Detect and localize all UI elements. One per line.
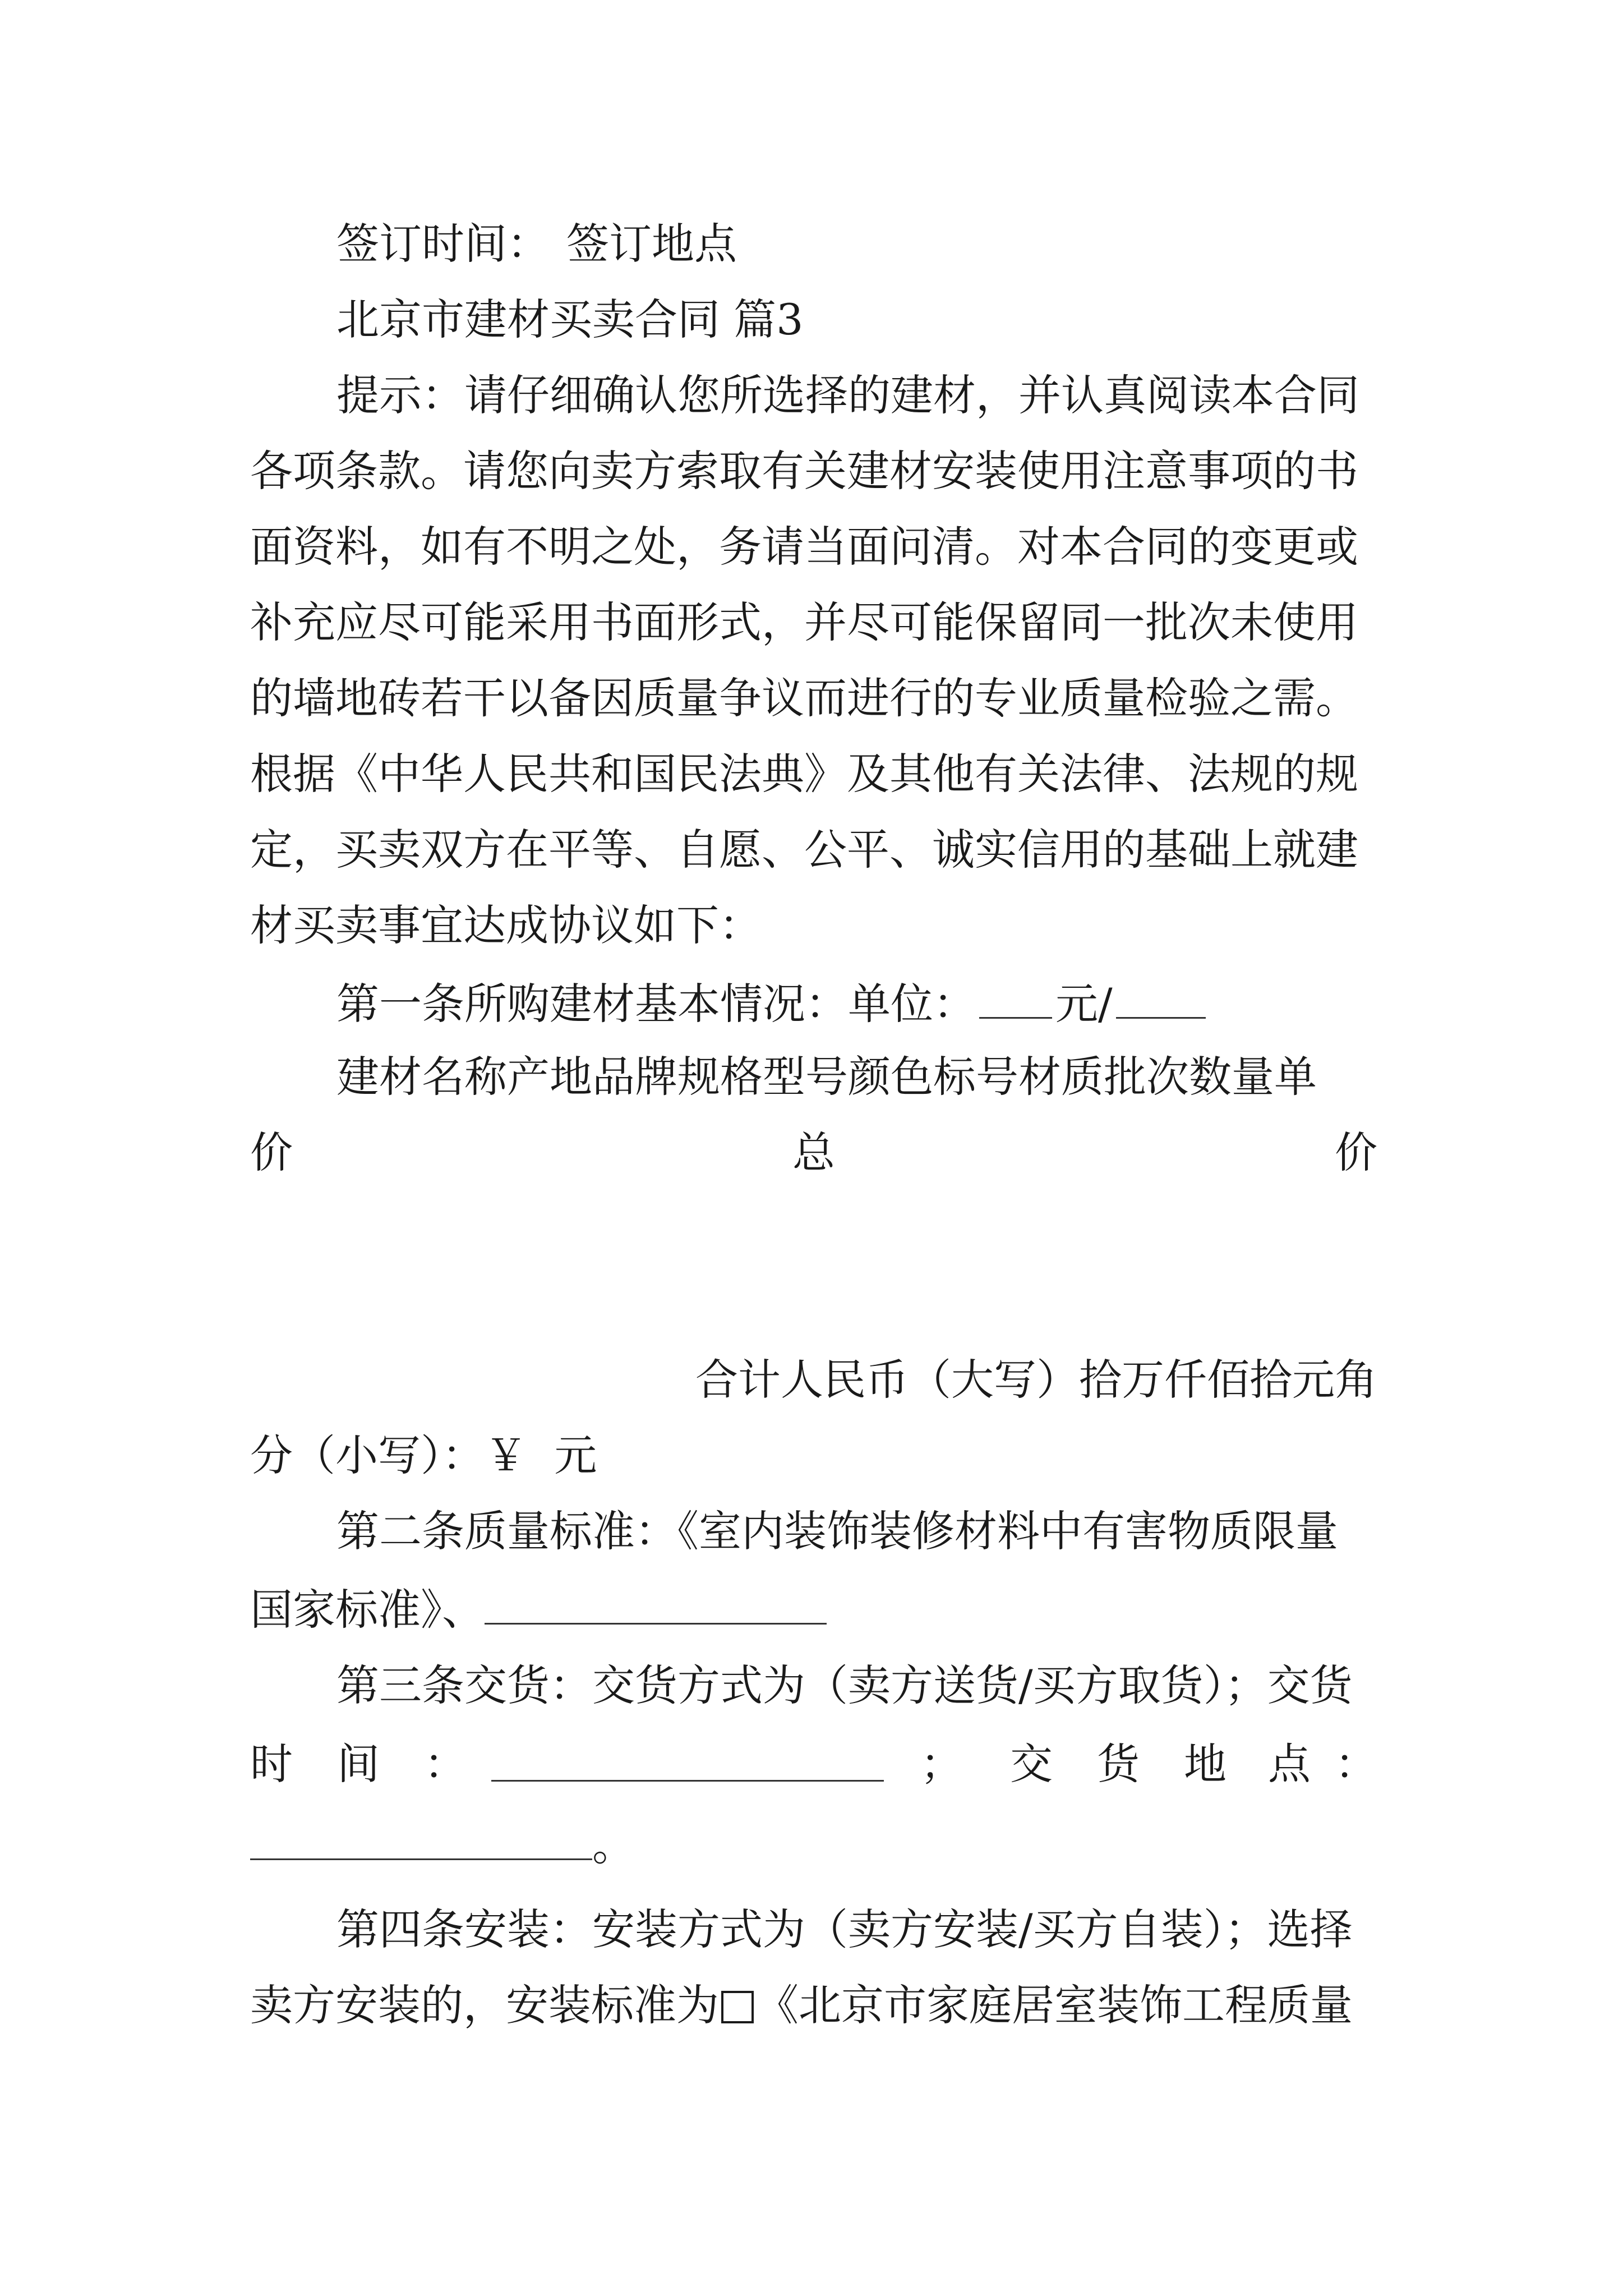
place-char-1: 交 bbox=[1010, 1739, 1053, 1789]
place-char-2: 货 bbox=[1097, 1739, 1140, 1789]
article4-line-1: 第四条安装：安装方式为（卖方安装/买方自装）；选择 bbox=[336, 1904, 1353, 1954]
time-char-3: ： bbox=[424, 1739, 467, 1789]
intro-line-2: 各项条款。请您向卖方索取有关建材安装使用注意事项的书 bbox=[250, 446, 1358, 496]
column-tail-1: 价 bbox=[250, 1128, 293, 1177]
article3-line-3 bbox=[250, 1815, 1377, 1871]
place-char-4: 点 bbox=[1268, 1739, 1311, 1789]
standard-checkbox[interactable] bbox=[721, 1991, 754, 2023]
total-amount-line: 合计人民币（大写）拾万仟佰拾元角 bbox=[695, 1355, 1377, 1405]
delivery-time-blank[interactable] bbox=[491, 1736, 884, 1782]
article2-line-2 bbox=[250, 1579, 1377, 1635]
intro-line-5: 的墙地砖若干以备因质量争议而进行的专业质量检验之需。 bbox=[250, 673, 1358, 723]
place-char-3: 地 bbox=[1184, 1739, 1227, 1789]
article4-line-2 bbox=[250, 1977, 1377, 2033]
article4-text-b: 《北京市家庭居室装饰工程质量 bbox=[756, 1980, 1353, 2030]
unit-blank[interactable] bbox=[1116, 973, 1206, 1019]
total-small-line: 分（小写）：￥ 元 bbox=[250, 1430, 597, 1480]
article1-columns-tail bbox=[250, 1125, 1377, 1181]
article2-line-1: 第二条质量标准：《室内装饰装修材料中有害物质限量 bbox=[336, 1506, 1338, 1556]
intro-line-8: 材买卖事宜达成协议如下： bbox=[250, 900, 762, 950]
intro-line-6: 根据《中华人民共和国民法典》及其他有关法律、法规的规 bbox=[250, 749, 1358, 799]
article4-text-a: 卖方安装的，安装标准为 bbox=[250, 1980, 719, 2030]
signing-time-label: 签订时间： bbox=[336, 219, 550, 269]
unit-price-blank[interactable] bbox=[979, 973, 1052, 1019]
contract-title: 北京市建材买卖合同 篇3 bbox=[336, 295, 804, 344]
article1-columns-line: 建材名称产地品牌规格型号颜色标号材质批次数量单 bbox=[336, 1052, 1317, 1102]
place-char-5: ： bbox=[1335, 1739, 1377, 1789]
delivery-place-blank[interactable] bbox=[250, 1815, 592, 1860]
intro-line-4: 补充应尽可能采用书面形式，并尽可能保留同一批次未使用 bbox=[250, 597, 1358, 647]
quality-standard-blank[interactable] bbox=[485, 1579, 827, 1625]
intro-line-3: 面资料，如有不明之处，务请当面问清。对本合同的变更或 bbox=[250, 522, 1358, 572]
article1-line-1 bbox=[336, 973, 1377, 1029]
signing-place-label: 签订地点 bbox=[566, 219, 737, 269]
article2-text: 国家标准》、 bbox=[250, 1585, 485, 1635]
intro-line-7: 定，买卖双方在平等、自愿、公平、诚实信用的基础上就建 bbox=[250, 825, 1358, 875]
intro-line-1: 提示：请仔细确认您所选择的建材，并认真阅读本合同 bbox=[336, 370, 1359, 420]
column-tail-2: 总 bbox=[792, 1128, 835, 1177]
column-tail-3: 价 bbox=[1335, 1128, 1377, 1177]
article3-line-2 bbox=[250, 1736, 1377, 1792]
semicolon: ； bbox=[920, 1739, 963, 1789]
time-char-1: 时 bbox=[250, 1739, 293, 1789]
time-char-2: 间 bbox=[337, 1739, 380, 1789]
article3-line-1: 第三条交货：交货方式为（卖方送货/买方取货）；交货 bbox=[336, 1660, 1353, 1710]
signing-line bbox=[336, 216, 1377, 272]
article3-end: 。 bbox=[592, 1820, 635, 1870]
article1-text-a: 第一条所购建材基本情况：单位： bbox=[336, 979, 976, 1029]
article1-text-b: 元/ bbox=[1055, 979, 1113, 1029]
